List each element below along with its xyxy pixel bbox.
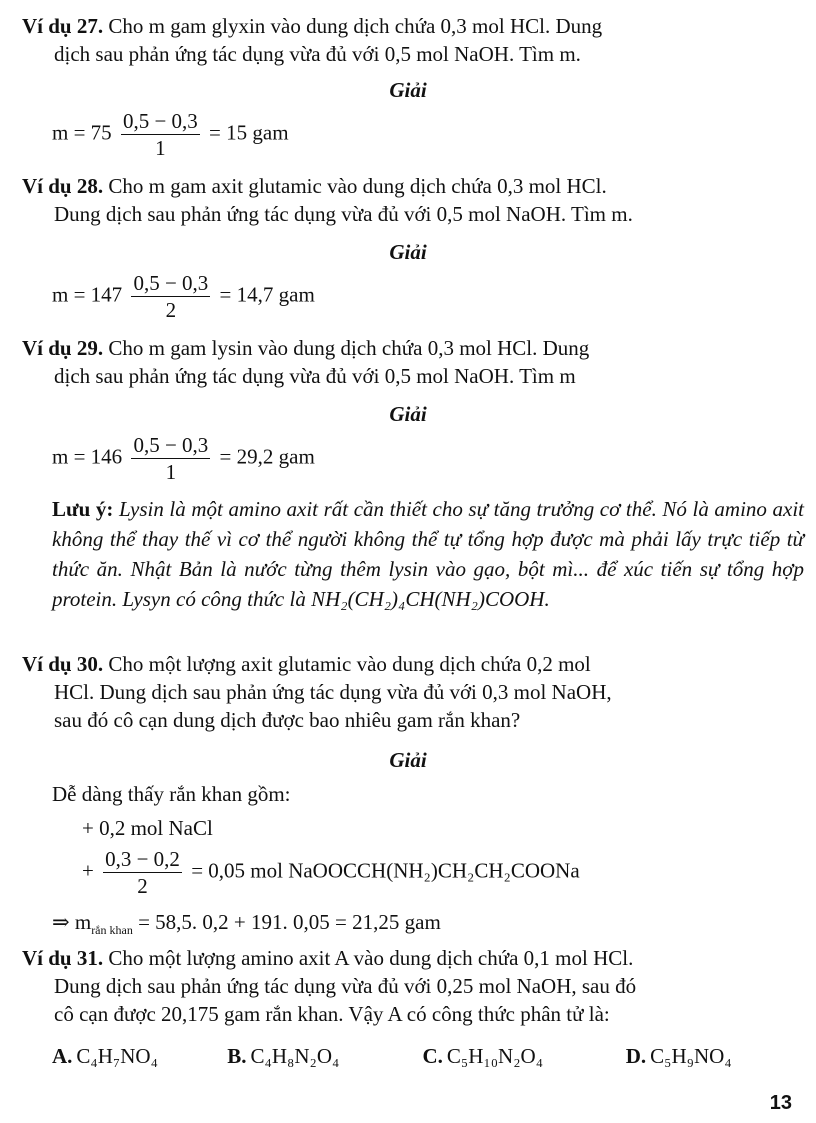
- example-27-line2: dịch sau phản ứng tác dụng vừa đủ với 0,5 mol NaOH. Tìm m.: [54, 42, 581, 66]
- fraction-numerator: 0,3 − 0,2: [105, 847, 180, 871]
- example-27-solution-heading: Giải: [389, 78, 427, 102]
- option-label: B.: [227, 1044, 247, 1068]
- example-29-label: Ví dụ 29.: [22, 336, 104, 360]
- note-paragraph: [52, 494, 804, 614]
- fraction: [131, 432, 210, 485]
- example-31-label: Ví dụ 31.: [22, 946, 104, 970]
- note-label: Lưu ý:: [52, 497, 114, 521]
- option-formula: C₄H₈N₂O₄: [250, 1044, 340, 1068]
- option-c: [423, 1042, 621, 1070]
- example-30-result: [52, 908, 441, 936]
- option-label: D.: [625, 1044, 647, 1068]
- example-28-solution-heading: Giải: [389, 240, 427, 264]
- example-30-item1: + 0,2 mol NaCl: [82, 816, 213, 840]
- example-30-intro: Dễ dàng thấy rắn khan gồm:: [52, 782, 291, 806]
- example-30-item2: [82, 846, 580, 899]
- result-prefix: ⇒ m: [52, 910, 92, 934]
- example-28: [22, 172, 804, 228]
- example-28-equation: [52, 270, 315, 323]
- fraction-numerator: 0,5 − 0,3: [122, 109, 198, 133]
- example-28-label: Ví dụ 28.: [22, 174, 104, 198]
- option-b: [227, 1042, 417, 1070]
- example-30-line2: HCl. Dung dịch sau phản ứng tác dụng vừa đủ với 0,3 mol NaOH,: [54, 680, 612, 704]
- page-number: 13: [769, 1092, 792, 1114]
- fraction: [121, 108, 200, 161]
- example-31-line1: Cho một lượng amino axit A vào dung dịch chứa 0,1 mol HCl.: [108, 946, 634, 970]
- example-30-line1: Cho một lượng axit glutamic vào dung dịch chứa 0,2 mol: [108, 652, 591, 676]
- example-30: [22, 650, 804, 734]
- example-31-line2: Dung dịch sau phản ứng tác dụng vừa đủ với 0,25 mol NaOH, sau đó: [54, 974, 637, 998]
- example-29-equation: [52, 432, 315, 485]
- example-27-label: Ví dụ 27.: [22, 14, 104, 38]
- equation-left: m = 75: [52, 120, 112, 145]
- example-29-solution-heading: Giải: [389, 402, 427, 426]
- result-value: = 58,5. 0,2 + 191. 0,05 = 21,25 gam: [138, 910, 441, 934]
- example-30-line3: sau đó cô cạn dung dịch được bao nhiêu gam rắn khan?: [54, 708, 521, 732]
- item2-prefix: +: [82, 858, 94, 883]
- option-label: A.: [52, 1044, 73, 1068]
- fraction: [103, 846, 182, 899]
- fraction-numerator: 0,5 − 0,3: [133, 271, 209, 295]
- example-29-line1: Cho m gam lysin vào dung dịch chứa 0,3 mol HCl. Dung: [108, 336, 590, 360]
- option-d: [626, 1042, 732, 1070]
- example-27-equation: [52, 108, 289, 161]
- fraction-denominator: 1: [165, 460, 177, 484]
- example-31-options: [52, 1042, 812, 1070]
- example-31-line3: cô cạn được 20,175 gam rắn khan. Vậy A có công thức phân tử là:: [54, 1002, 610, 1026]
- fraction: [131, 270, 210, 323]
- fraction-denominator: 2: [165, 298, 177, 322]
- equation-right: = 29,2 gam: [219, 444, 315, 469]
- option-formula: C₄H₇NO₄: [76, 1044, 158, 1068]
- item2-suffix: = 0,05 mol NaOOCCH(NH₂)CH₂CH₂COONa: [191, 858, 580, 883]
- example-27-line1: Cho m gam glyxin vào dung dịch chứa 0,3 mol HCl. Dung: [108, 14, 603, 38]
- example-27: [22, 12, 804, 68]
- example-28-line1: Cho m gam axit glutamic vào dung dịch chứa 0,3 mol HCl.: [108, 174, 607, 198]
- note-formula: NH₂(CH₂)₄CH(NH₂)COOH.: [311, 587, 550, 611]
- option-formula: C₅H₉NO₄: [650, 1044, 732, 1068]
- example-28-line2: Dung dịch sau phản ứng tác dụng vừa đủ với 0,5 mol NaOH. Tìm m.: [54, 202, 633, 226]
- equation-right: = 15 gam: [209, 120, 289, 145]
- option-formula: C₅H₁₀N₂O₄: [446, 1044, 544, 1068]
- example-29: [22, 334, 804, 390]
- equation-left: m = 147: [52, 282, 123, 307]
- fraction-denominator: 2: [137, 874, 148, 898]
- equation-left: m = 146: [52, 444, 123, 469]
- example-30-label: Ví dụ 30.: [22, 652, 104, 676]
- example-31: [22, 944, 804, 1028]
- result-subscript: rắn khan: [91, 923, 133, 938]
- example-30-solution-heading: Giải: [389, 748, 427, 772]
- note-text: Lysin là một amino axit rất cần thiết cho sự tăng trưởng cơ thể. Nó là amino axit không thể thay thế vì cơ thể người không thể tự tổng hợp được mà phải lấy trực tiếp từ thức ăn. Nhật Bản là nước từng thêm lysin vào gạo, bột mì... để xúc tiến sự tổng hợp protein. Lysyn có công thức là: [52, 497, 805, 611]
- example-29-line2: dịch sau phản ứng tác dụng vừa đủ với 0,5 mol NaOH. Tìm m: [54, 364, 576, 388]
- fraction-denominator: 1: [155, 136, 166, 160]
- option-a: [52, 1042, 222, 1070]
- option-label: C.: [422, 1044, 443, 1068]
- equation-right: = 14,7 gam: [219, 282, 315, 307]
- fraction-numerator: 0,5 − 0,3: [133, 433, 209, 457]
